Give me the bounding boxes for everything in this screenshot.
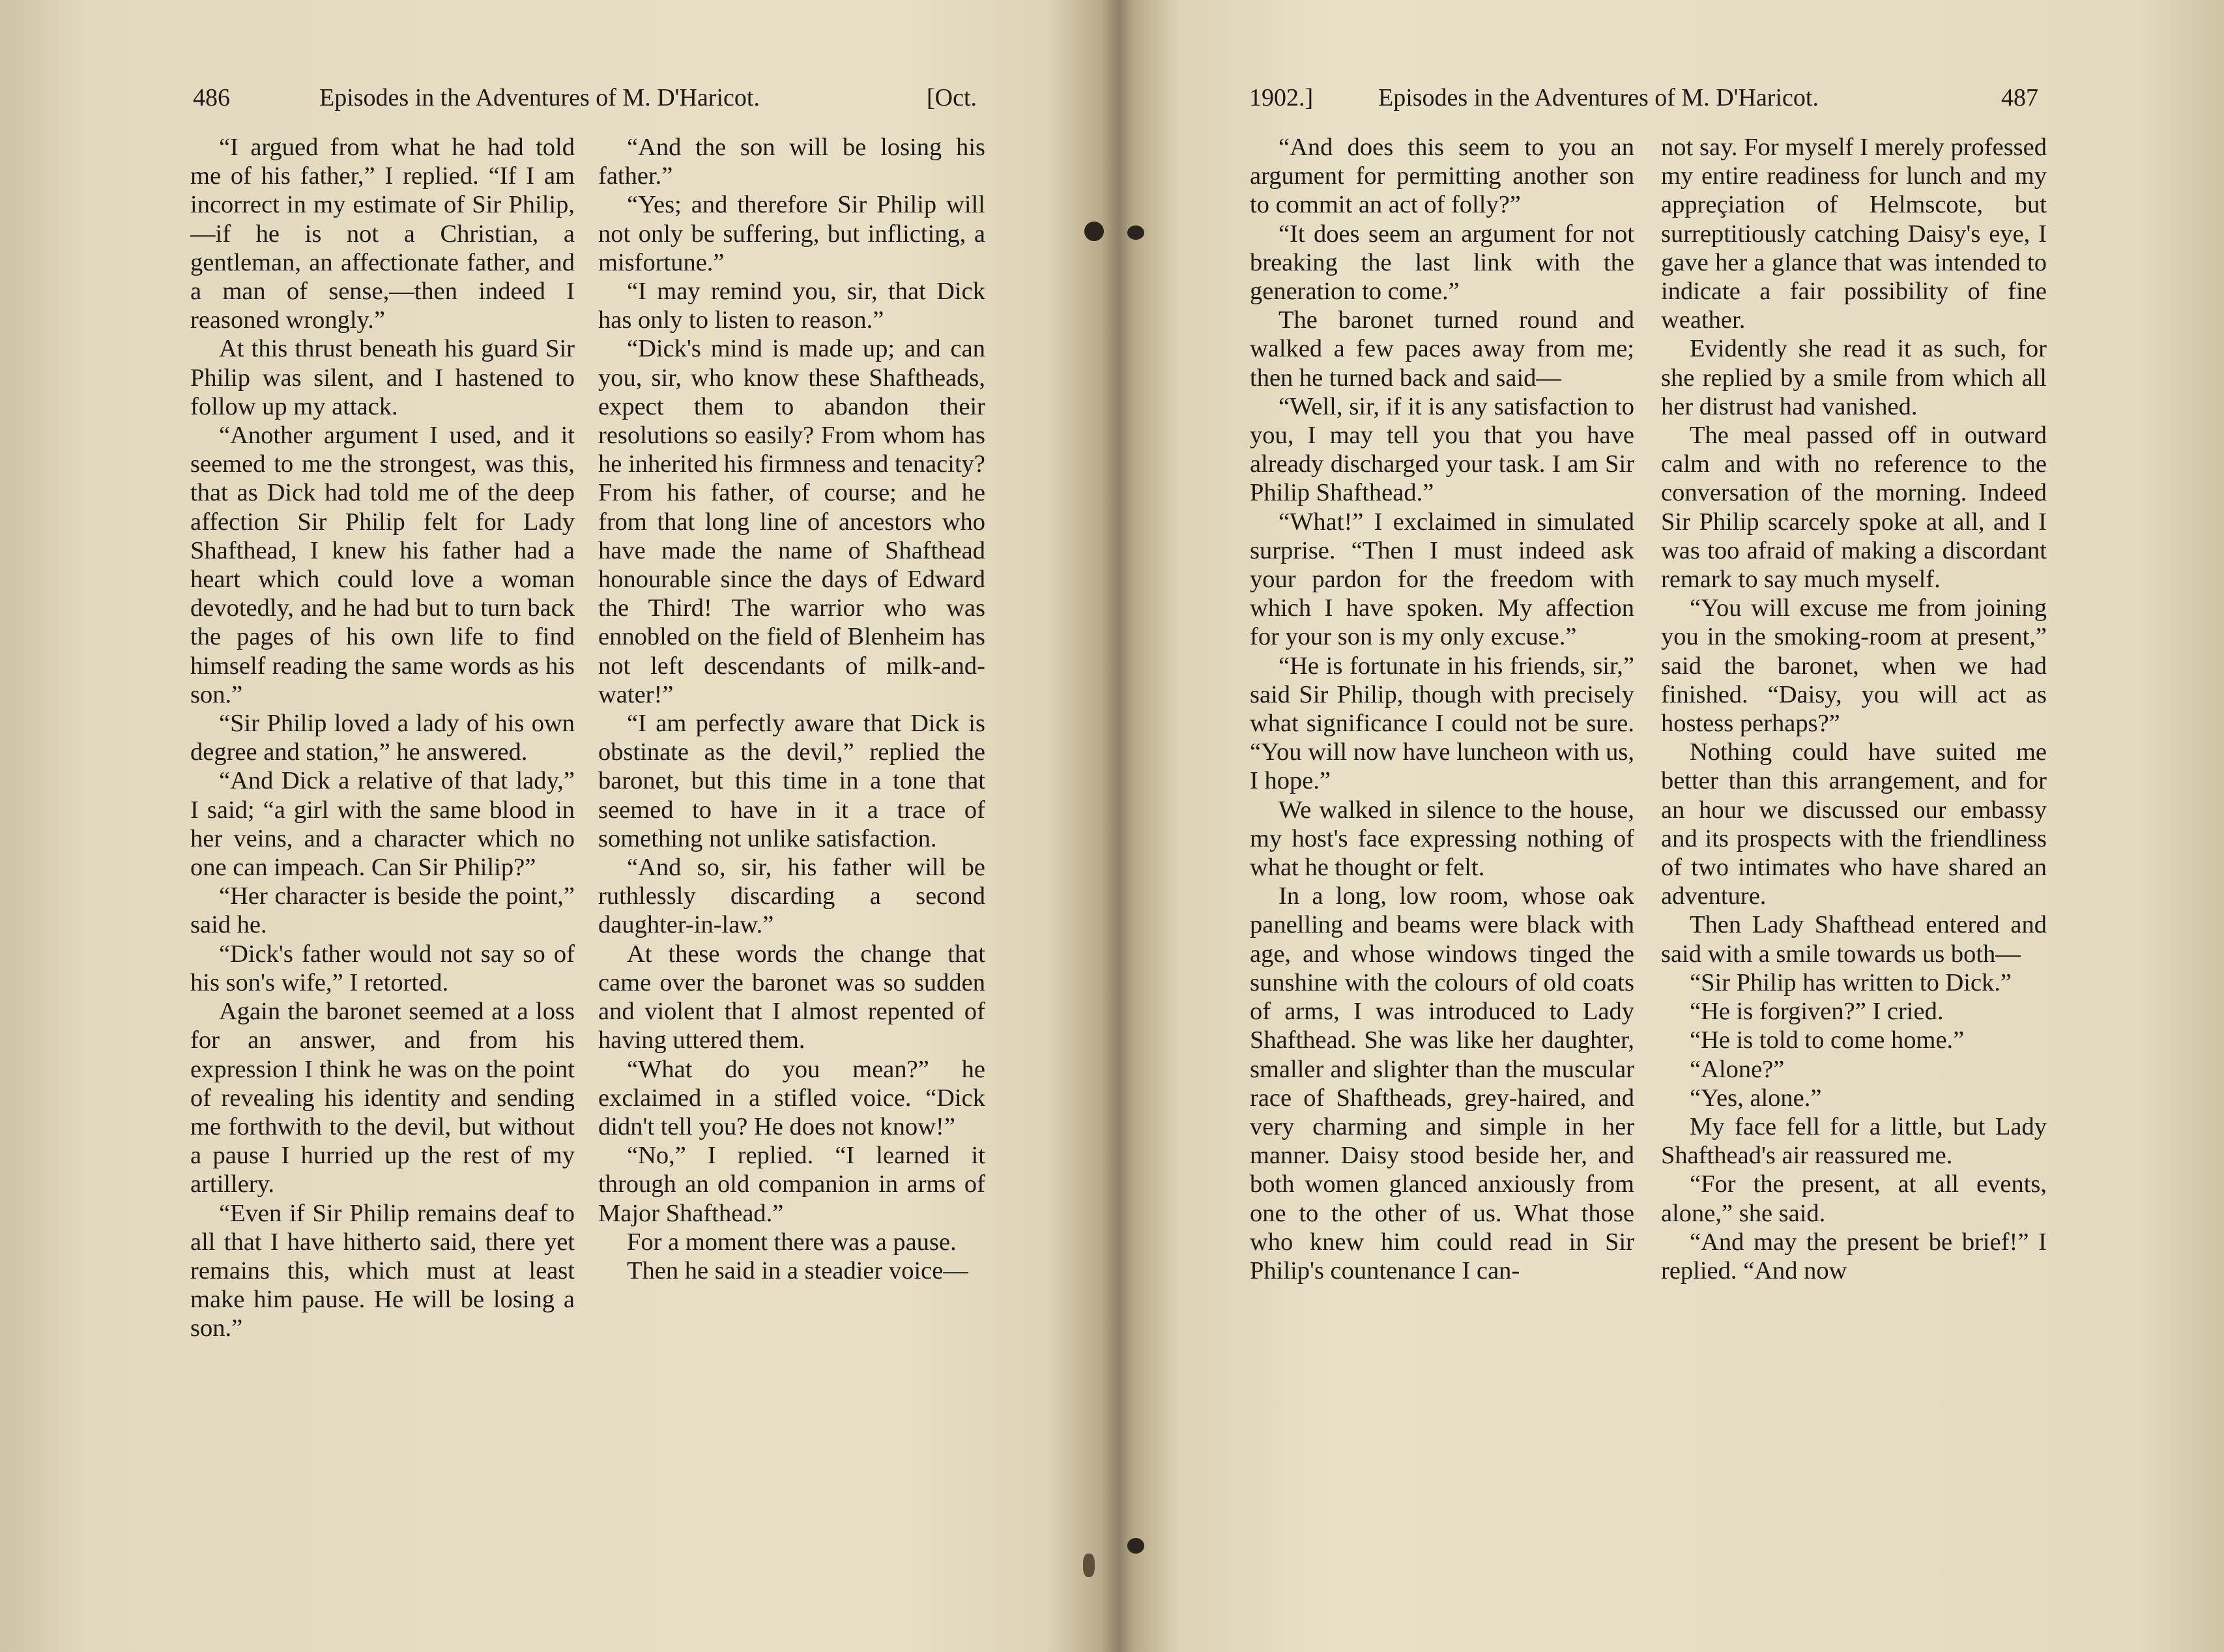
binding-hole	[1127, 1538, 1144, 1554]
paragraph: “Well, sir, if it is any satisfaction to you, I may tell you that you have already discharged your task. I am Sir Philip Shafthead.”	[1250, 392, 1634, 507]
paragraph: not say. For myself I merely professed my entire readiness for lunch and my appreçiation of Helmscote, but surreptitiously catching Daisy's eye, I gave her a glance that was intended to indicate a fair possibility of fine weather.	[1661, 134, 2047, 334]
text-column	[598, 133, 985, 1285]
paragraph: At these words the change that came over the baronet was so sudden and violent that I almost repented of having uttered them.	[598, 940, 985, 1054]
paragraph: “Yes, alone.”	[1690, 1084, 1822, 1112]
paragraph: “Even if Sir Philip remains deaf to all that I have hitherto said, there yet remains this, which must at least make him pause. He will be losing a son.”	[190, 1199, 575, 1342]
paragraph: We walked in silence to the house, my host's face expressing nothing of what he thought or felt.	[1250, 796, 1634, 882]
paragraph: “It does seem an argument for not breaking the last link with the generation to come.”	[1250, 220, 1634, 306]
paragraph: “Sir Philip has written to Dick.”	[1690, 968, 2012, 996]
running-title: Episodes in the Adventures of M. D'Haricot.	[319, 84, 760, 111]
paragraph: “Dick's father would not say so of his son's wife,” I retorted.	[190, 940, 575, 996]
paragraph: “For the present, at all events, alone,” she said.	[1661, 1170, 2047, 1227]
paragraph: “What!” I exclaimed in simulated surprise. “Then I must indeed ask your pardon for the freedom with which I have spoken. My affection for your son is my only excuse.”	[1250, 508, 1634, 651]
paragraph: “What do you mean?” he exclaimed in a stifled voice. “Dick didn't tell you? He does not know!”	[598, 1055, 985, 1140]
paragraph: “I am perfectly aware that Dick is obstinate as the devil,” replied the baronet, but this time in a tone that seemed to have in it a trace of something not unlike satisfaction.	[598, 710, 985, 852]
date-label: [Oct.	[927, 84, 977, 111]
paragraph: “He is told to come home.”	[1690, 1026, 1965, 1054]
paragraph: “Her character is beside the point,” said he.	[190, 882, 575, 939]
binding-hole	[1127, 225, 1144, 240]
paragraph: “And may the present be brief!” I replied. “And now	[1661, 1228, 2047, 1284]
binding-stain	[1083, 1554, 1095, 1577]
paragraph: “You will excuse me from joining you in the smoking-room at present,” said the baronet, when we had finished. “Daisy, you will act as hostess perhaps?”	[1661, 594, 2047, 738]
paragraph: The baronet turned round and walked a few paces away from me; then he turned back and said—	[1250, 306, 1634, 392]
paragraph: At this thrust beneath his guard Sir Philip was silent, and I hastened to follow up my attack.	[190, 335, 575, 420]
paragraph: The meal passed off in outward calm and with no reference to the conversation of the morning. Indeed Sir Philip scarcely spoke at all, and I was too afraid of making a discordant remark to say much myself.	[1661, 422, 2047, 594]
paragraph: For a moment there was a pause.	[627, 1228, 957, 1256]
paragraph: “Sir Philip loved a lady of his own degree and station,” he answered.	[190, 710, 575, 766]
paragraph: “And Dick a relative of that lady,” I said; “a girl with the same blood in her veins, and a character which no one can impeach. Can Sir Philip?”	[190, 767, 575, 882]
paragraph: Again the baronet seemed at a loss for an answer, and from his expression I think he was on the point of revealing his identity and sending me forthwith to the devil, but without a pause I hurried up the rest of my artillery.	[190, 998, 575, 1198]
paragraph: Then Lady Shafthead entered and said with a smile towards us both—	[1661, 911, 2047, 968]
paragraph: “And so, sir, his father will be ruthlessly discarding a second daughter-in-law.”	[598, 854, 985, 939]
paragraph: “No,” I replied. “I learned it through an old companion in arms of Major Shafthead.”	[598, 1142, 985, 1227]
binding-stain	[1084, 222, 1104, 241]
right-page	[1116, 0, 2224, 1652]
date-label: 1902.]	[1249, 84, 1314, 111]
text-column	[1661, 133, 2047, 1285]
left-page	[0, 0, 1108, 1652]
paragraph: In a long, low room, whose oak panelling and beams were black with age, and whose windows tinged the sunshine with the colours of old coats of arms, I was introduced to Lady Shafthead. She was like her daughter, smaller and slighter than the muscular race of Shaftheads, grey-haired, and very charming and simple in her manner. Daisy stood beside her, and both women glanced anxiously from one to the other of us. What those who knew him could read in Sir Philip's countenance I can-	[1250, 882, 1634, 1284]
paragraph: My face fell for a little, but Lady Shafthead's air reassured me.	[1661, 1112, 2047, 1170]
paragraph: “Alone?”	[1690, 1055, 1785, 1083]
paragraph: “Another argument I used, and it seemed to me the strongest, was this, that as Dick had told me of the deep affection Sir Philip felt for Lady Shafthead, I knew his father had a heart which could love a woman devotedly, and he had but to turn back the pages of his own life to find himself reading the same words as his son.”	[190, 422, 575, 708]
page-number: 487	[2001, 84, 2038, 111]
paragraph: “I may remind you, sir, that Dick has only to listen to reason.”	[598, 278, 985, 334]
text-column	[1250, 133, 1634, 1285]
text-column	[190, 133, 575, 1343]
paragraph: Nothing could have suited me better than this arrangement, and for an hour we discussed our embassy and its prospects with the friendliness of two intimates who have shared an adventure.	[1661, 738, 2047, 910]
paragraph: “I argued from what he had told me of his father,” I replied. “If I am incorrect in my estimate of Sir Philip,—if he is not a Christian, a gentleman, an affectionate father, and a man of sense,—then indeed I reasoned wrongly.”	[190, 134, 575, 334]
paragraph: “Dick's mind is made up; and can you, sir, who know these Shaftheads, expect them to abandon their resolutions so easily? From whom has he inherited his firmness and tenacity? From his father, of course; and he from that long line of ancestors who have made the name of Shafthead honourable since the days of Edward the Third! The warrior who was ennobled on the field of Blenheim has not left descendants of milk-and-water!”	[598, 335, 985, 708]
paragraph: “And the son will be losing his father.”	[598, 134, 985, 190]
paragraph: Evidently she read it as such, for she replied by a smile from which all her distrust had vanished.	[1661, 335, 2047, 420]
paragraph: “He is fortunate in his friends, sir,” said Sir Philip, though with precisely what significance I could not be sure. “You will now have luncheon with us, I hope.”	[1250, 652, 1634, 795]
paragraph: “He is forgiven?” I cried.	[1690, 998, 1944, 1026]
paragraph: Then he said in a steadier voice—	[627, 1256, 968, 1284]
page-number: 486	[193, 84, 230, 111]
paragraph: “Yes; and therefore Sir Philip will not only be suffering, but inflicting, a misfortune.”	[598, 191, 985, 276]
paragraph: “And does this seem to you an argument for permitting another son to commit an act of folly?”	[1250, 134, 1634, 219]
running-title: Episodes in the Adventures of M. D'Haricot.	[1378, 84, 1819, 111]
